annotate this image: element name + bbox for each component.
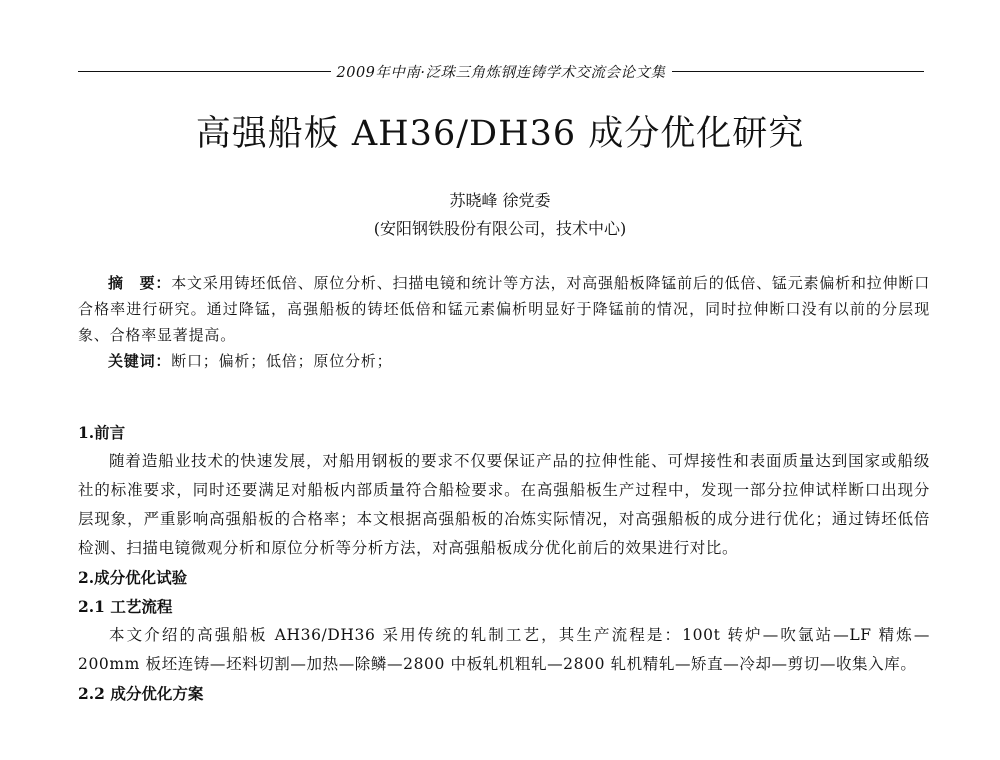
paper-authors: 苏晓峰 徐党委 xyxy=(449,191,551,210)
abstract-paragraph xyxy=(78,270,930,348)
header-rule-right xyxy=(672,71,925,72)
section-heading-2-2: 2.2 成分优化方案 xyxy=(78,684,204,703)
section-1-paragraph: 随着造船业技术的快速发展，对船用钢板的要求不仅要保证产品的拉伸性能、可焊接性和表面质量达到国家或船级社的标准要求，同时还要满足对船板内部质量符合船检要求。在高强船板生产过程中，发现一部分拉伸试样断口出现分层现象，严重影响高强船板的合格率；本文根据高强船板的冶炼实际情况，对高强船板的成分进行优化；通过铸坯低倍检测、扫描电镜微观分析和原位分析等分析方法，对高强船板成分优化前后的效果进行对比。 xyxy=(78,452,930,557)
section-heading-2: 2.成分优化试验 xyxy=(78,568,188,587)
running-header xyxy=(78,61,924,81)
keywords-paragraph xyxy=(78,348,930,374)
paper-title: 高强船板 AH36/DH36 成分优化研究 xyxy=(195,114,805,154)
keywords-label: 关键词： xyxy=(108,352,172,370)
keywords-text: 断口；偏析；低倍；原位分析； xyxy=(171,352,393,370)
paper-affiliation: (安阳钢铁股份有限公司，技术中心) xyxy=(373,219,627,238)
section-heading-2-2-clipped xyxy=(78,679,930,703)
header-rule-left xyxy=(78,71,331,72)
abstract-label: 摘 要： xyxy=(108,274,172,292)
abstract-block xyxy=(78,270,930,374)
body-text xyxy=(78,418,930,703)
running-title: 2009年中南·泛珠三角炼钢连铸学术交流会论文集 xyxy=(336,64,666,81)
section-2-1-paragraph: 本文介绍的高强船板 AH36/DH36 采用传统的轧制工艺，其生产流程是：100t 转炉—吹氩站—LF 精炼—200mm 板坯连铸—坯料切割—加热—除鳞—2800 中板轧机粗轧—2800 轧机精轧—矫直—冷却—剪切—收集入库。 xyxy=(78,626,930,673)
section-heading-1: 1.前言 xyxy=(78,423,126,442)
section-heading-2-1: 2.1 工艺流程 xyxy=(78,597,173,616)
abstract-text: 本文采用铸坯低倍、原位分析、扫描电镜和统计等方法，对高强船板降锰前后的低倍、锰元素偏析和拉伸断口合格率进行研究。通过降锰，高强船板的铸坯低倍和锰元素偏析明显好于降锰前的情况，同时拉伸断口没有以前的分层现象、合格率显著提高。 xyxy=(78,274,930,344)
